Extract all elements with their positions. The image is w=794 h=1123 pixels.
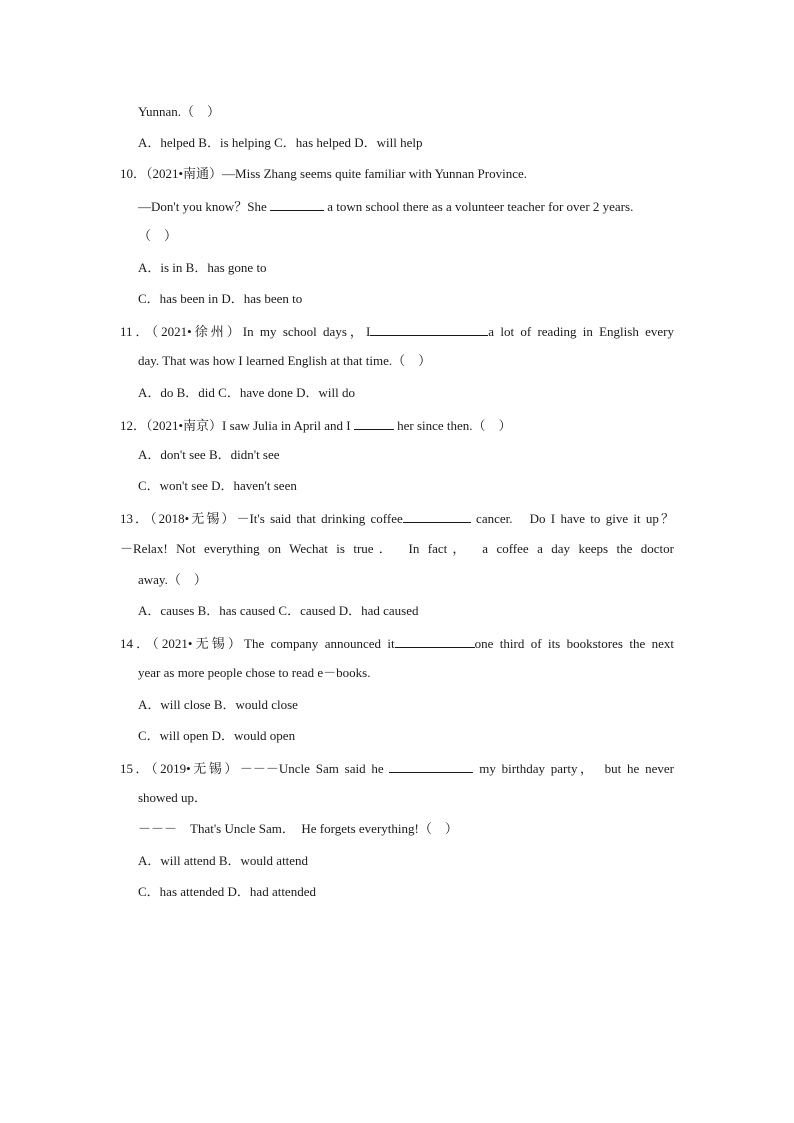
q13-stem-after: cancer. Do I have to give it up？	[470, 511, 674, 526]
q14-options-cd: C．will open D．would open	[138, 728, 296, 743]
q12-stem-after: her since then.（ ）	[393, 418, 512, 433]
q14-options-ab: A．will close B．would close	[138, 697, 298, 712]
q13-options: A．causes B．has caused C．caused D．had caused	[138, 603, 419, 618]
q14-line2: year as more people chose to read e－books.	[138, 665, 371, 680]
q15-stem-after: my birthday party， but he never	[473, 761, 674, 776]
answer-blank	[270, 197, 324, 211]
q15-stem	[120, 759, 674, 777]
q9-options: A．helped B．is helping C．has helped D．will help	[138, 135, 423, 150]
q10-options-cd: C．has been in D．has been to	[138, 291, 303, 306]
answer-blank	[395, 634, 475, 648]
q10-line3: （ ）	[138, 228, 178, 243]
q14-stem	[120, 634, 674, 652]
q14-stem-after: one third of its bookstores the next	[474, 636, 675, 651]
q15-stem-before: 15．（2019•无锡）－－－Uncle Sam said he	[120, 761, 390, 776]
answer-blank	[370, 322, 488, 336]
q12-options-cd: C．won't see D．haven't seen	[138, 478, 297, 493]
q15-line2: showed up．	[138, 790, 207, 805]
answer-blank	[389, 759, 473, 773]
q10-options-ab: A．is in B．has gone to	[138, 260, 267, 275]
q11-stem-after: a lot of reading in English every	[488, 324, 674, 339]
q11-options: A．do B．did C．have done D．will do	[138, 385, 356, 400]
q13-line3: away.（ ）	[138, 572, 207, 587]
q10-line2	[138, 197, 633, 215]
answer-blank	[354, 416, 394, 430]
q13-line2: －Relax! Not everything on Wechat is true． In fact， a coffee a day keeps the doctor	[120, 541, 674, 556]
q9-stem-tail: Yunnan.（ ）	[138, 104, 220, 119]
q12-stem-before: 12．（2021•南京）I saw Julia in April and I	[120, 418, 354, 433]
q14-stem-before: 14．（2021•无锡）The company announced it	[120, 636, 395, 651]
q10-line2-after: a town school there as a volunteer teacher for over 2 years.	[323, 199, 634, 214]
q15-options-cd: C．has attended D．had attended	[138, 884, 316, 899]
q10-line2-before: —Don't you know？She	[138, 199, 270, 214]
q12-options-ab: A．don't see B．didn't see	[138, 447, 280, 462]
q15-line3: －－－ That's Uncle Sam． He forgets everything!（ ）	[138, 821, 458, 836]
q13-stem	[120, 509, 674, 527]
q15-options-ab: A．will attend B．would attend	[138, 853, 309, 868]
q13-stem-before: 13．（2018•无锡）－It's said that drinking coffee	[120, 511, 403, 526]
q11-line2: day. That was how I learned English at that time.（ ）	[138, 353, 432, 368]
answer-blank	[403, 509, 471, 523]
q11-stem-before: 11．（2021•徐州）In my school days，I	[120, 324, 371, 339]
q10-stem: 10．（2021•南通）—Miss Zhang seems quite familiar with Yunnan Province.	[120, 166, 528, 181]
q11-stem	[120, 322, 674, 340]
q12-stem	[120, 416, 512, 434]
